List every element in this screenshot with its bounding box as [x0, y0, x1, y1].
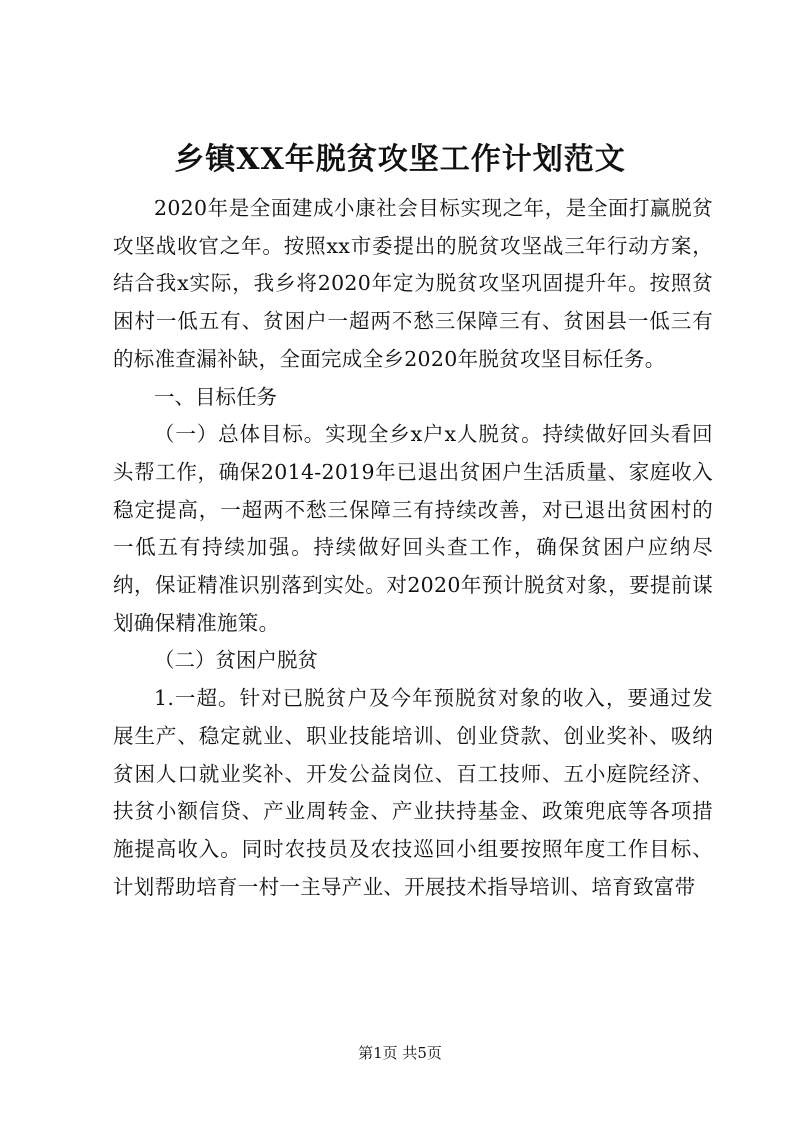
paragraph-overall-goal: （一）总体目标。实现全乡x户x人脱贫。持续做好回头看回头帮工作，确保2014-2019年已退出贫困户生活质量、家庭收入稳定提高，一超两不愁三保障三有持续改善，对已退出贫困村的一低五有持续加强。持续做好回头查工作，确保贫困户应纳尽纳，保证精准识别落到实处。对2020年预计脱贫对象，要提前谋划确保精准施策。: [113, 422, 713, 635]
paragraph-intro: 2020年是全面建成小康社会目标实现之年，是全面打赢脱贫攻坚战收官之年。按照xx市委提出的脱贫攻坚战三年行动方案，结合我x实际，我乡将2020年定为脱贫攻坚巩固提升年。按照贫困村一低五有、贫困户一超两不愁三保障三有、贫困县一低三有的标准查漏补缺，全面完成全乡2020年脱贫攻坚目标任务。: [113, 196, 713, 371]
document-title: 乡镇XX年脱贫攻坚工作计划范文: [174, 142, 626, 177]
section-heading-goals: 一、目标任务: [154, 384, 277, 409]
subsection-heading-poverty-households: （二）贫困户脱贫: [154, 648, 318, 673]
page-footer: 第1页 共5页: [358, 1044, 442, 1062]
paragraph-income-measures: 1.一超。针对已脱贫户及今年预脱贫对象的收入，要通过发展生产、稳定就业、职业技能培训、创业贷款、创业奖补、吸纳贫困人口就业奖补、开发公益岗位、百工技师、五小庭院经济、扶贫小额信贷、产业周转金、产业扶持基金、政策兜底等各项措施提高收入。同时农技员及农技巡回小组要按照年度工作目标、计划帮助培育一村一主导产业、开展技术指导培训、培育致富带: [113, 686, 713, 899]
document-body: [113, 190, 713, 906]
